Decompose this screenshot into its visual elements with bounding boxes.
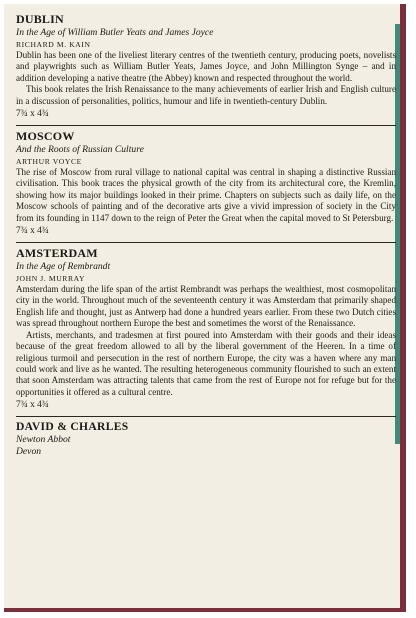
book-title: MOSCOW	[16, 129, 75, 144]
book-entry-moscow	[16, 129, 396, 238]
book-size: 7¾ x 4¾	[16, 226, 49, 237]
book-size: 7¾ x 4¾	[16, 400, 49, 411]
section-divider	[16, 242, 396, 243]
book-description: The rise of Moscow from rural village to national capital was central in shaping a distinctive Russian civilisation. This book traces the physical growth of the city from its architectural core, the Kremlin, showing how its major buildings looked in their prime. Chapters on subjects such as daily life, on the Moscow schools of painting and of the decorative arts give a vivid impression of society in the City from its founding in 1147 down to the reign of Peter the Great when the capital moved to St Petersburg.	[16, 167, 396, 223]
publisher-county: Devon	[16, 445, 42, 457]
book-title: AMSTERDAM	[16, 246, 98, 261]
book-title: DUBLIN	[16, 12, 64, 26]
publisher-city: Newton Abbot	[16, 434, 71, 446]
book-subtitle: And the Roots of Russian Culture	[16, 144, 144, 156]
book-author: RICHARD M. KAIN	[16, 40, 91, 49]
book-author: ARTHUR VOYCE	[16, 157, 82, 167]
publisher-block	[16, 420, 396, 457]
book-size: 7¾ x 4¾	[16, 109, 49, 120]
book-description: Artists, merchants, and tradesmen at first poured into Amsterdam with their goods and their ideas because of the great freedom allowed to all by the liberal government of the Heeren. In a time of religious turmoil and persecution in the rest of northern Europe, the city was a haven where any man could work and live as he wanted. The resulting heterogeneous community flourished to such an extent that soon Amsterdam was attracting talents that came from the rest of Europe not for refuge but for the opportunities it offered as a cultural centre.	[16, 329, 396, 397]
book-description: Dublin has been one of the liveliest literary centres of the twentieth century, producing poets, novelists and playwrights such as William Butler Yeats, James Joyce, and John Millington Synge – and in addition developing a native theatre (the Abbey) known and respected throughout the world.	[16, 50, 396, 83]
publisher-name: DAVID & CHARLES	[16, 420, 129, 434]
book-author: JOHN J. MURRAY	[16, 274, 86, 284]
book-entry-amsterdam	[16, 246, 396, 412]
book-description: This book relates the Irish Renaissance to the many achievements of earlier Irish and English culture in a discussion of personalities, politics, humour and life in twentieth-century Dublin.	[16, 84, 396, 106]
section-divider	[16, 416, 396, 417]
book-subtitle: In the Age of Rembrandt	[16, 261, 111, 273]
book-subtitle: In the Age of William Butler Yeats and James Joyce	[16, 27, 214, 38]
book-jacket	[4, 4, 406, 612]
section-divider	[16, 125, 396, 126]
book-entry-dublin	[16, 12, 396, 121]
jacket-text	[16, 12, 396, 461]
book-description: Amsterdam during the life span of the artist Rembrandt was perhaps the wealthiest, most cosmopolitan city in the world. Throughout much of the seventeenth century it was Amsterdam that primarily shaped English life and thought, just as Antwerp had done a hundred years earlier. From these two Dutch cities was spread throughout northern Europe the best and sometimes the worst of the Renaissance.	[16, 284, 396, 329]
